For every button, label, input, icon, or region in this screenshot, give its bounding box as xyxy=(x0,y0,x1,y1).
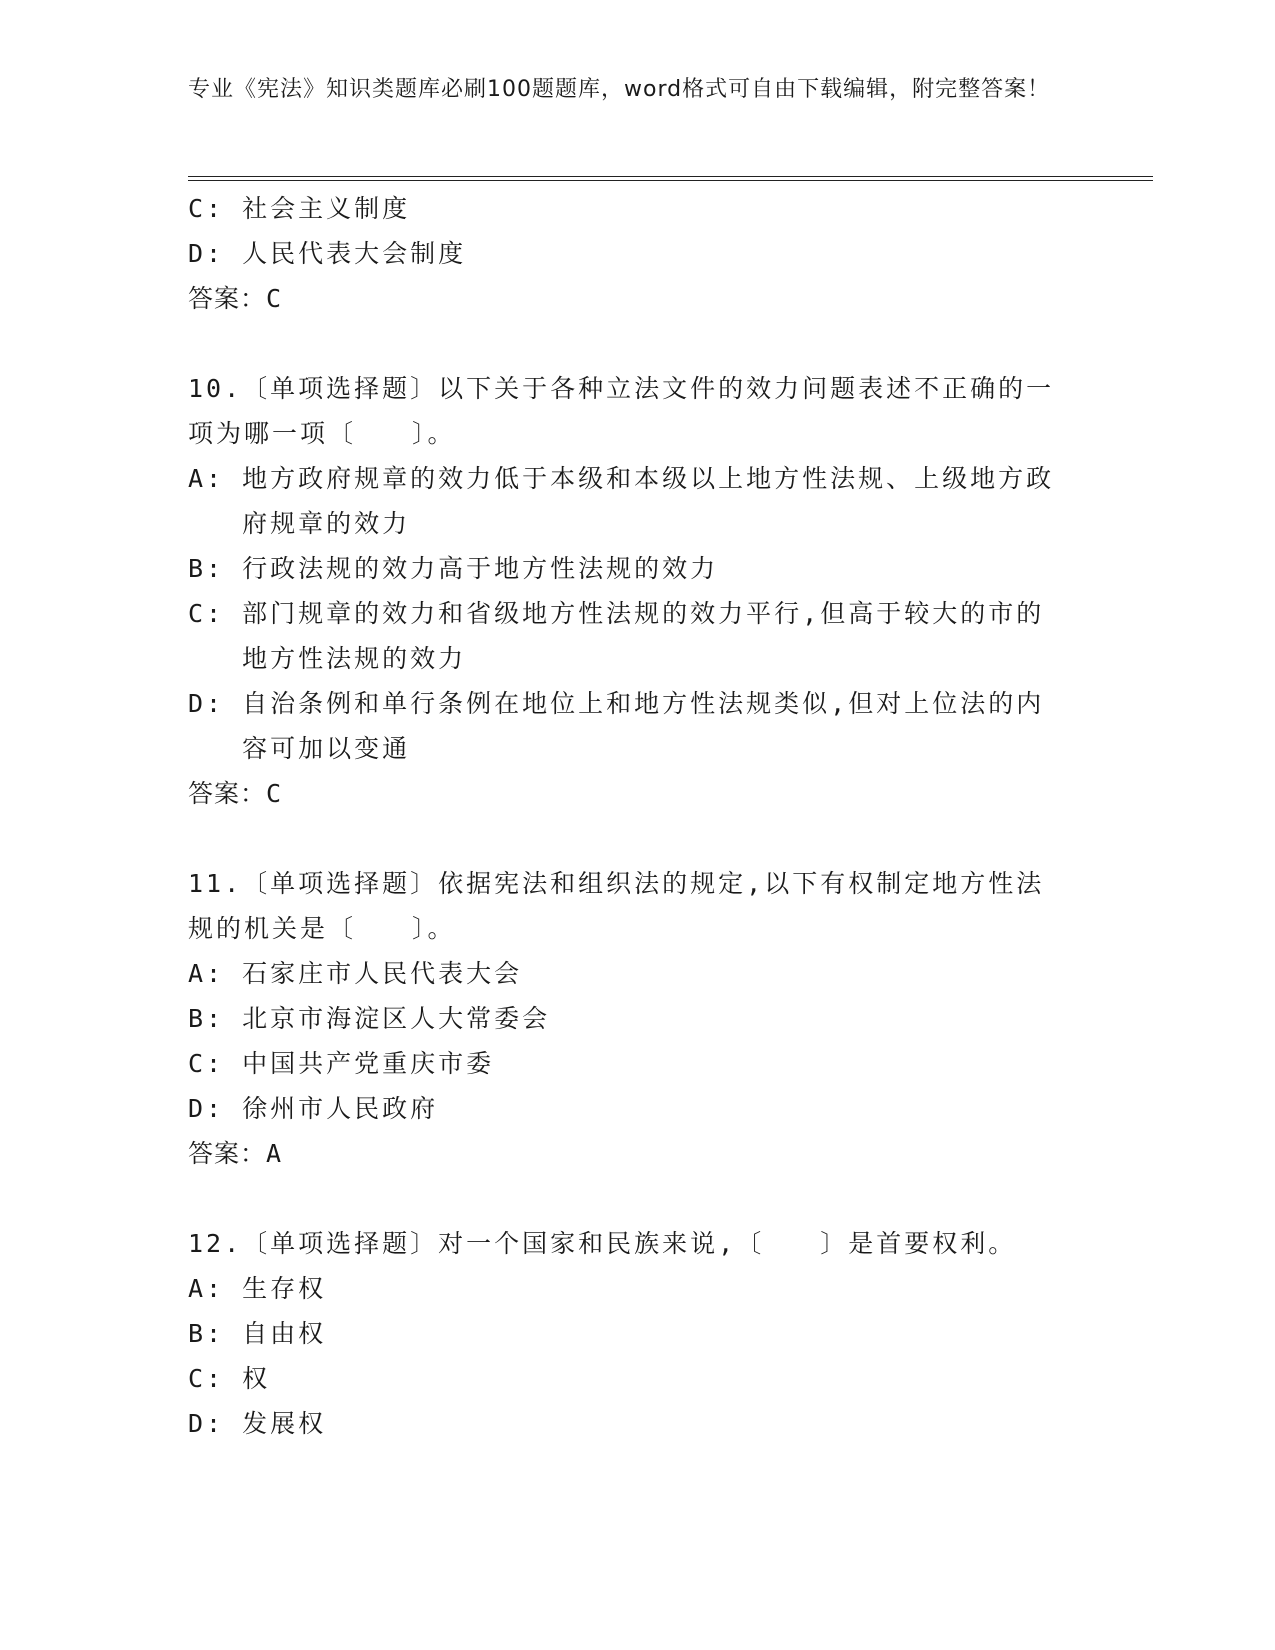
question-10 xyxy=(188,366,1068,817)
option-text: 部门规章的效力和省级地方性法规的效力平行,但高于较大的市的地方性法规的效力 xyxy=(242,599,1045,673)
question-12 xyxy=(188,1221,1068,1446)
document-header: 专业《宪法》知识类题库必刷100题题库，word格式可自由下载编辑，附完整答案！ xyxy=(188,77,1051,102)
option-c xyxy=(188,1356,1068,1401)
option-label: C: xyxy=(188,1364,243,1393)
document-body xyxy=(188,186,1068,1446)
option-label: A: xyxy=(188,1274,243,1303)
option-d xyxy=(188,681,1068,771)
option-text: 自治条例和单行条例在地位上和地方性法规类似,但对上位法的内容可加以变通 xyxy=(242,689,1045,763)
question-stem: 11.〔单项选择题〕依据宪法和组织法的规定,以下有权制定地方性法规的机关是〔 〕。 xyxy=(188,869,1045,943)
header-divider xyxy=(188,176,1153,181)
option-c xyxy=(188,186,1068,231)
option-b xyxy=(188,546,1068,591)
option-c xyxy=(188,591,1068,681)
question-11 xyxy=(188,861,1068,1177)
option-b xyxy=(188,996,1068,1041)
answer-label: 答案： xyxy=(188,1139,267,1168)
answer-line xyxy=(188,771,1068,817)
option-text: 石家庄市人民代表大会 xyxy=(242,959,523,988)
option-d xyxy=(188,231,1068,276)
option-text: 社会主义制度 xyxy=(242,194,411,223)
option-text: 中国共产党重庆市委 xyxy=(242,1049,495,1078)
option-d xyxy=(188,1401,1068,1446)
option-label: B: xyxy=(188,554,243,583)
option-text: 自由权 xyxy=(242,1319,327,1348)
option-label: A: xyxy=(188,464,243,493)
question-continued xyxy=(188,186,1068,322)
question-stem: 12.〔单项选择题〕对一个国家和民族来说,〔 〕是首要权利。 xyxy=(188,1229,1017,1258)
option-label: D: xyxy=(188,1409,243,1438)
option-label: C: xyxy=(188,194,243,223)
option-a xyxy=(188,951,1068,996)
option-a xyxy=(188,456,1068,546)
answer-value: C xyxy=(266,779,283,808)
answer-line xyxy=(188,276,1068,322)
answer-line xyxy=(188,1131,1068,1177)
option-a xyxy=(188,1266,1068,1311)
answer-label: 答案： xyxy=(188,284,267,313)
answer-value: C xyxy=(266,284,283,313)
option-text: 徐州市人民政府 xyxy=(242,1094,439,1123)
option-text: 生存权 xyxy=(242,1274,327,1303)
option-b xyxy=(188,1311,1068,1356)
answer-value: A xyxy=(266,1139,283,1168)
answer-label: 答案： xyxy=(188,779,267,808)
option-text: 北京市海淀区人大常委会 xyxy=(242,1004,551,1033)
option-label: B: xyxy=(188,1004,243,1033)
option-text: 权 xyxy=(242,1364,271,1393)
option-c xyxy=(188,1041,1068,1086)
option-text: 发展权 xyxy=(242,1409,327,1438)
option-text: 行政法规的效力高于地方性法规的效力 xyxy=(242,554,719,583)
question-stem: 10.〔单项选择题〕以下关于各种立法文件的效力问题表述不正确的一项为哪一项〔 〕。 xyxy=(188,374,1055,448)
option-d xyxy=(188,1086,1068,1131)
option-label: B: xyxy=(188,1319,243,1348)
option-label: C: xyxy=(188,1049,243,1078)
option-label: D: xyxy=(188,689,243,718)
option-text: 人民代表大会制度 xyxy=(242,239,467,268)
option-label: A: xyxy=(188,959,243,988)
option-label: C: xyxy=(188,599,243,628)
option-label: D: xyxy=(188,1094,243,1123)
option-text: 地方政府规章的效力低于本级和本级以上地方性法规、上级地方政府规章的效力 xyxy=(242,464,1055,538)
option-label: D: xyxy=(188,239,243,268)
